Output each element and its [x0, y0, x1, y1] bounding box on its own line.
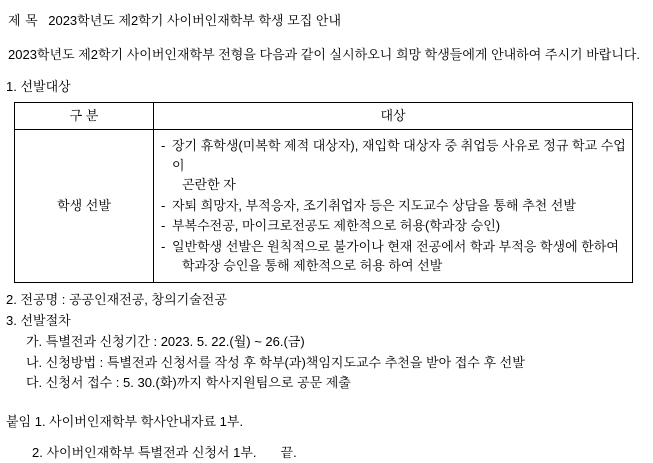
bullet-text: 자퇴 희망자, 부적응자, 조기취업자 등은 지도교수 상담을 통해 추천 선발 [172, 197, 576, 213]
step-item-b: 나. 신청방법 : 특별전과 신청서를 작성 후 학부(과)책임지도교수 추천을 받아 접수 후 선발 [26, 354, 525, 370]
bullet-continuation: 학과장 승인을 통해 제한적으로 허용 하여 선발 [182, 258, 443, 274]
list-item [160, 237, 628, 276]
bullet-text: 일반학생 선발은 원칙적으로 불가이나 현재 전공에서 학과 부적응 학생에 한하여 [172, 238, 619, 254]
attachment-row-2 [32, 444, 653, 463]
target-bullet-list [158, 133, 628, 279]
end-mark: 끝. [280, 445, 297, 461]
bullet-continuation: 곤란한 자 [182, 177, 236, 193]
title-label: 제 목 [8, 13, 39, 28]
bullet-text: 부복수전공, 마이크로전공도 제한적으로 허용(학과장 승인) [172, 218, 501, 234]
step-item-a: 가. 특별전과 신청기간 : 2023. 5. 22.(월) ~ 26.(금) [26, 333, 305, 349]
attachment-item-1: 붙임 1. 사이버인재학부 학사안내자료 1부. [6, 414, 244, 430]
table-row [15, 130, 633, 283]
document-page [0, 12, 653, 461]
table-header-target: 대상 [154, 103, 633, 130]
list-item [160, 196, 628, 216]
intro-paragraph: 2023학년도 제2학기 사이버인재학부 전형을 다음과 같이 실시하오니 희망 학생들에게 안내하여 주시기 바랍니다. [8, 46, 641, 62]
bullet-text: 장기 휴학생(미복학 제적 대상자), 재입학 대상자 중 취업등 사유로 정규 학교 수업이 [172, 138, 626, 173]
page-title: 2023학년도 제2학기 사이버인재학부 학생 모집 안내 [48, 13, 342, 28]
section-heading-3: 3. 선발절차 [6, 312, 71, 328]
section-heading-2: 2. 전공명 : 공공인재전공, 창의기술전공 [6, 291, 227, 307]
list-item [160, 216, 628, 236]
selection-target-table [14, 102, 633, 283]
step-item-c: 다. 신청서 접수 : 5. 30.(화)까지 학사지원팀으로 공문 제출 [26, 375, 351, 391]
attachment-item-2: 2. 사이버인재학부 특별전과 신청서 1부. [32, 445, 257, 461]
table-cell-row-label: 학생 선발 [15, 130, 154, 283]
list-item [160, 136, 628, 195]
section-heading-1: 1. 선발대상 [6, 78, 71, 94]
table-cell-target-list [154, 130, 633, 283]
table-header-division: 구 분 [15, 103, 154, 130]
document-title-row [8, 12, 653, 31]
table-header-row [15, 103, 633, 130]
